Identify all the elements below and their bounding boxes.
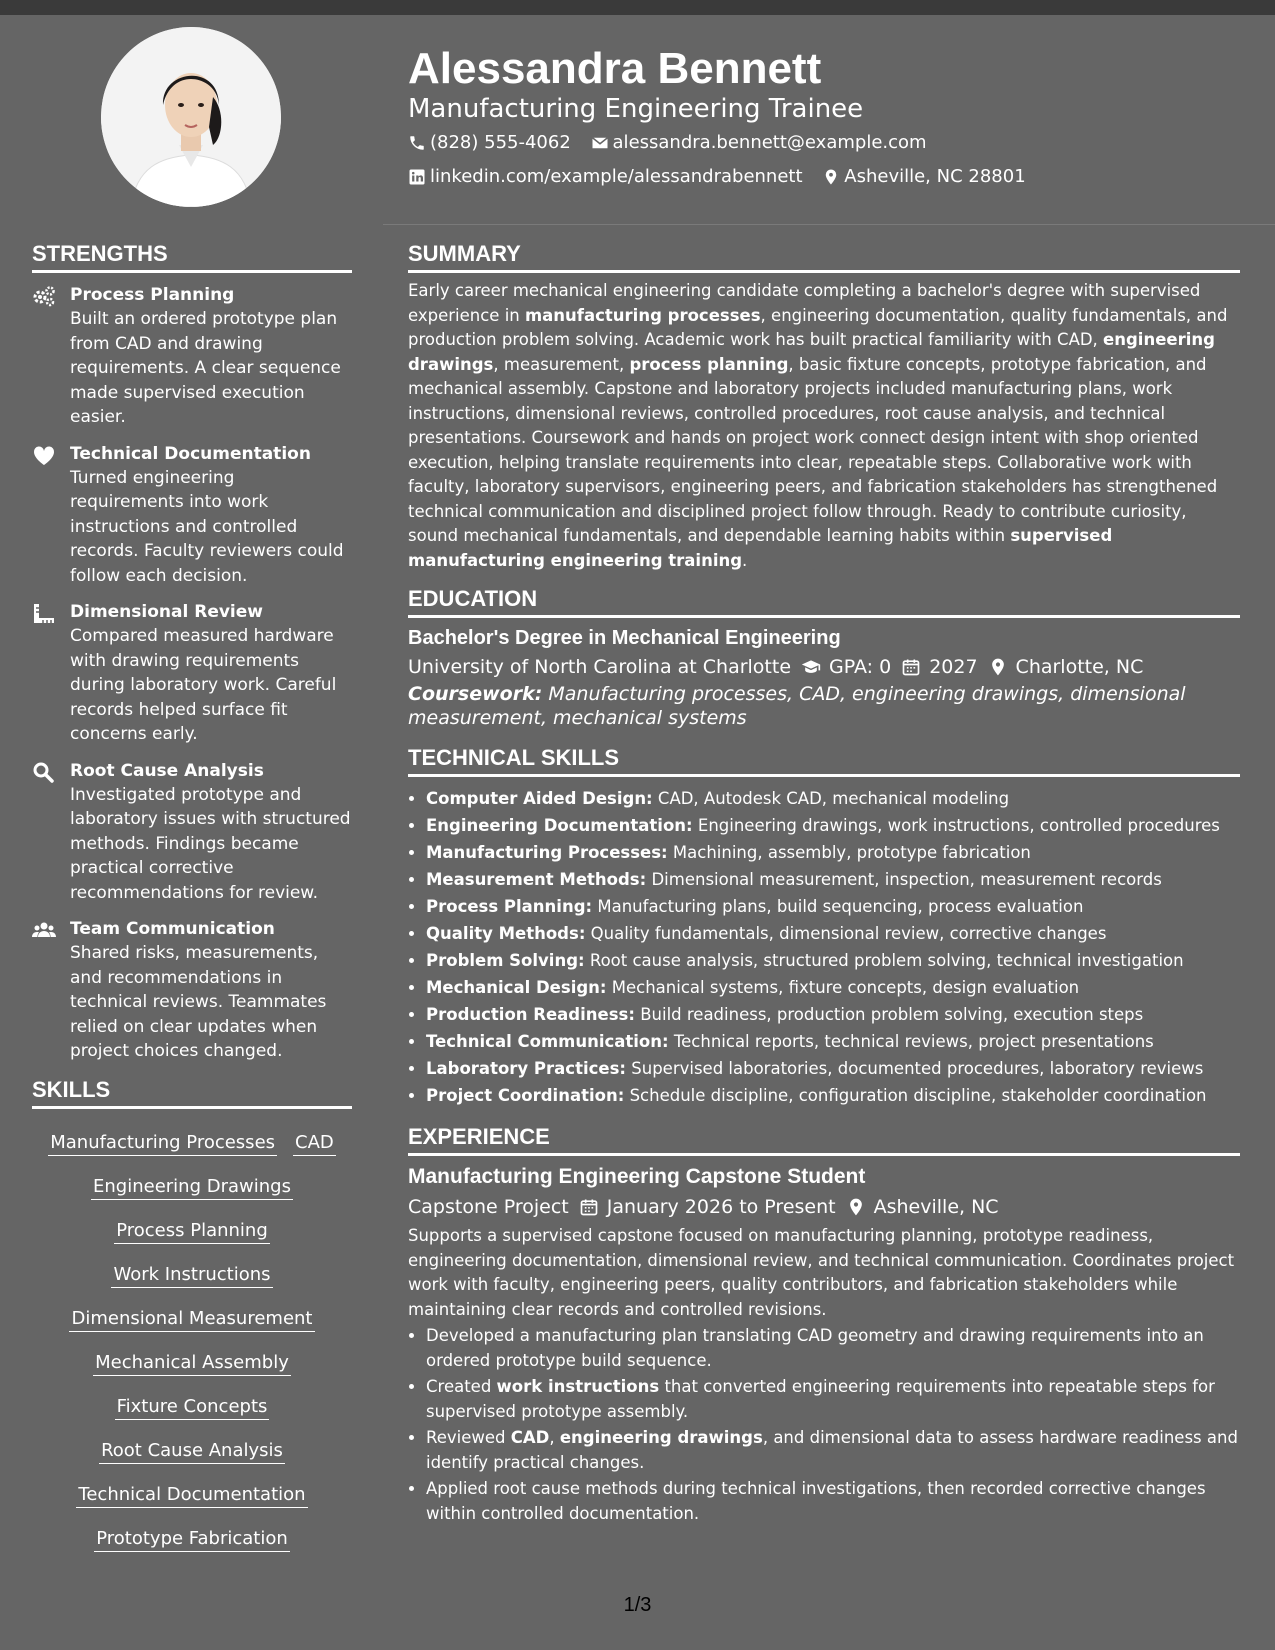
- skill-category: Process Planning:: [426, 897, 593, 916]
- technical-skill-item: [426, 893, 1240, 920]
- technical-skill-item: [426, 1082, 1240, 1109]
- linkedin-contact[interactable]: [408, 166, 803, 188]
- portrait-image: [101, 27, 281, 207]
- coursework-text: Manufacturing processes, CAD, engineering drawings, dimensional measurement, mechanical systems: [408, 683, 1186, 729]
- gears-icon: [32, 285, 56, 307]
- bold-text: engineering drawings: [408, 330, 1215, 374]
- bold-text: supervised manufacturing engineering training: [408, 526, 1113, 570]
- experience-org: Capstone Project: [408, 1196, 569, 1218]
- skill-tag: Root Cause Analysis: [99, 1439, 285, 1464]
- year-item: [901, 652, 977, 682]
- skill-values: Machining, assembly, prototype fabrication: [672, 843, 1031, 862]
- technical-skill-item: [426, 1028, 1240, 1055]
- gpa-value: GPA: 0: [829, 656, 892, 678]
- heart-icon: [32, 444, 56, 466]
- coursework: [408, 682, 1240, 730]
- technical-skill-item: [426, 920, 1240, 947]
- resume-header: [408, 40, 1248, 192]
- technical-skill-item: [426, 839, 1240, 866]
- text-run: , engineering documentation, quality fundamentals, and production problem solving. Academic work has built practical familiarity with CAD,: [408, 305, 1228, 349]
- job-title: Manufacturing Engineering Trainee: [408, 94, 864, 124]
- strengths-list: [32, 283, 352, 1064]
- bold-text: manufacturing processes: [524, 305, 761, 325]
- phone-icon: [408, 134, 426, 152]
- text-run: Reviewed: [426, 1428, 511, 1447]
- text-run: , basic fixture concepts, prototype fabrication, and mechanical assembly. Capstone and laboratory projects included manufacturing plans, work instructions, dimensional reviews, controlled procedures, root cause analysis, and technical presentations. Coursework and hands on project work connect design intent with shop oriented execution, helping translate requirements into clear, repeatable steps. Collaborative work with faculty, laboratory supervisors, engineering peers, and fabrication stakeholders has strengthened technical communication and disciplined project follow through. Ready to contribute curiosity, sound mechanical fundamentals, and dependable learning habits within: [408, 354, 1218, 545]
- text-run: Created: [426, 1377, 497, 1396]
- technical-skill-item: [426, 1001, 1240, 1028]
- header-divider: [383, 224, 1275, 225]
- experience-description: Supports a supervised capstone focused on manufacturing planning, prototype readiness, engineering documentation, dimensional review, and technical communication. Coordinates project work with faculty, engineering peers, quality contributors, and fabrication stakeholders while maintaining clear records and controlled revisions.: [408, 1226, 1235, 1319]
- experience-meta: [408, 1192, 1240, 1222]
- summary-heading: SUMMARY: [408, 240, 1240, 273]
- skill-category: Quality Methods:: [426, 924, 586, 943]
- strength-title: Process Planning: [70, 285, 235, 305]
- skill-values: Engineering drawings, work instructions, controlled procedures: [697, 816, 1220, 835]
- strength-item: [32, 917, 352, 1064]
- gpa-item: [801, 652, 891, 682]
- strength-title: Dimensional Review: [70, 602, 263, 622]
- phone-contact[interactable]: [408, 132, 571, 154]
- skill-category: Measurement Methods:: [426, 870, 647, 889]
- school-location: Charlotte, NC: [1015, 656, 1144, 678]
- strength-title: Team Communication: [70, 919, 275, 939]
- skill-category: Technical Communication:: [426, 1032, 669, 1051]
- contact-row-1: [408, 132, 1248, 158]
- strength-description: Investigated prototype and laboratory issues with structured methods. Findings became practical corrective recommendations for review.: [70, 784, 351, 903]
- skill-category: Computer Aided Design:: [426, 789, 653, 808]
- technical-skill-item: [426, 974, 1240, 1001]
- calendar-icon: [901, 657, 921, 677]
- map-pin-icon: [822, 168, 840, 186]
- main-column: [408, 240, 1240, 1528]
- phone-number: (828) 555-4062: [430, 132, 571, 153]
- strength-item: [32, 283, 352, 430]
- search-icon: [32, 761, 56, 783]
- summary-text: [408, 279, 1240, 573]
- skill-tag-row: [32, 1517, 352, 1561]
- skill-category: Problem Solving:: [426, 951, 585, 970]
- skill-values: Manufacturing plans, build sequencing, process evaluation: [597, 897, 1084, 916]
- bold-text: work instructions: [496, 1377, 660, 1396]
- skill-tag-row: [32, 1341, 352, 1385]
- ruler-icon: [32, 602, 56, 624]
- skill-values: Technical reports, technical reviews, project presentations: [673, 1032, 1154, 1051]
- skill-tag-row: [32, 1473, 352, 1517]
- text-run: , and dimensional data to assess hardware readiness and identify practical changes.: [426, 1428, 1238, 1472]
- degree-title: Bachelor's Degree in Mechanical Engineering: [408, 627, 841, 649]
- experience-bullet: [426, 1375, 1240, 1424]
- skill-values: Quality fundamentals, dimensional review, corrective changes: [590, 924, 1107, 943]
- bold-text: process planning: [629, 354, 789, 374]
- page-number: 1/3: [623, 1594, 652, 1616]
- skill-tag-row: [32, 1385, 352, 1429]
- bold-text: engineering drawings: [559, 1428, 763, 1447]
- experience-title: Manufacturing Engineering Capstone Student: [408, 1165, 866, 1188]
- technical-skill-item: [426, 866, 1240, 893]
- envelope-icon: [591, 134, 609, 152]
- sidebar: [32, 240, 352, 1561]
- experience-location-item: [846, 1192, 999, 1222]
- skill-tag: Mechanical Assembly: [93, 1351, 291, 1376]
- technical-skills-heading: TECHNICAL SKILLS: [408, 744, 1240, 777]
- school-name: University of North Carolina at Charlotte: [408, 656, 792, 678]
- skill-values: Mechanical systems, fixture concepts, design evaluation: [611, 978, 1080, 997]
- skill-category: Laboratory Practices:: [426, 1059, 627, 1078]
- candidate-name: Alessandra Bennett: [408, 44, 822, 93]
- skill-tag: Work Instructions: [111, 1263, 272, 1288]
- skills-heading: SKILLS: [32, 1076, 352, 1109]
- technical-skill-item: [426, 785, 1240, 812]
- skill-category: Mechanical Design:: [426, 978, 607, 997]
- strength-description: Built an ordered prototype plan from CAD and drawing requirements. A clear sequence made supervised execution easier.: [70, 309, 341, 427]
- skill-tag: Technical Documentation: [76, 1483, 307, 1508]
- skill-values: Build readiness, production problem solving, execution steps: [640, 1005, 1144, 1024]
- profile-photo: [101, 27, 281, 207]
- linkedin-url: linkedin.com/example/alessandrabennett: [430, 166, 803, 187]
- text-run: Early career mechanical engineering candidate completing a bachelor's degree with supervised experience in: [408, 281, 1201, 325]
- experience-bullet: [426, 1426, 1240, 1475]
- contact-row-2: [408, 166, 1248, 192]
- strength-title: Root Cause Analysis: [70, 760, 264, 781]
- skill-category: Production Readiness:: [426, 1005, 635, 1024]
- strength-item: [32, 442, 352, 589]
- skill-category: Project Coordination:: [426, 1086, 625, 1105]
- experience-location: Asheville, NC: [873, 1196, 999, 1218]
- skill-category: Manufacturing Processes:: [426, 843, 668, 862]
- map-pin-icon: [846, 1197, 866, 1217]
- skill-tag: Manufacturing Processes: [48, 1131, 277, 1156]
- top-bar: [0, 0, 1275, 15]
- technical-skills-list: [408, 785, 1240, 1109]
- text-run: Developed a manufacturing plan translating CAD geometry and drawing requirements into an ordered prototype build sequence.: [426, 1326, 1204, 1370]
- strength-description: Turned engineering requirements into work instructions and controlled records. Faculty reviewers could follow each decision.: [70, 467, 344, 586]
- map-pin-icon: [988, 657, 1008, 677]
- strength-item: [32, 759, 352, 906]
- text-run: that converted engineering requirements into repeatable steps for supervised prototype assembly.: [426, 1377, 1215, 1421]
- skill-values: CAD, Autodesk CAD, mechanical modeling: [657, 789, 1010, 808]
- skill-tag-row: [32, 1209, 352, 1253]
- email-address: alessandra.bennett@example.com: [612, 132, 927, 153]
- calendar-icon: [579, 1197, 599, 1217]
- strength-item: [32, 600, 352, 747]
- text-run: .: [742, 550, 748, 570]
- skill-tag: Dimensional Measurement: [69, 1307, 314, 1332]
- email-contact[interactable]: [591, 132, 927, 154]
- skill-tag: Engineering Drawings: [91, 1175, 293, 1200]
- strength-description: Shared risks, measurements, and recommendations in technical reviews. Teammates relied on clear updates when project choices changed.: [70, 943, 327, 1061]
- skill-values: Root cause analysis, structured problem solving, technical investigation: [589, 951, 1184, 970]
- education-meta: [408, 652, 1240, 682]
- linkedin-icon: [408, 168, 426, 186]
- technical-skill-item: [426, 947, 1240, 974]
- skill-tag-row: [32, 1253, 352, 1297]
- graduation-year: 2027: [929, 656, 978, 678]
- skill-values: Dimensional measurement, inspection, measurement records: [651, 870, 1162, 889]
- education-heading: EDUCATION: [408, 585, 1240, 618]
- bold-text: CAD: [510, 1428, 550, 1447]
- coursework-label: Coursework:: [408, 683, 543, 705]
- skill-tag-row: [32, 1297, 352, 1341]
- strength-description: Compared measured hardware with drawing requirements during laboratory work. Careful records helped surface fit concerns early.: [70, 626, 337, 744]
- skill-category: Engineering Documentation:: [426, 816, 693, 835]
- skill-tag-row: [32, 1165, 352, 1209]
- experience-heading: EXPERIENCE: [408, 1123, 1240, 1156]
- text-run: Applied root cause methods during technical investigations, then recorded corrective changes within controlled documentation.: [426, 1479, 1206, 1523]
- graduation-cap-icon: [801, 657, 821, 677]
- skill-tag: Prototype Fabrication: [94, 1527, 290, 1552]
- skill-tag: Fixture Concepts: [115, 1395, 270, 1420]
- skill-tag: CAD: [293, 1131, 336, 1156]
- strengths-heading: STRENGTHS: [32, 240, 352, 273]
- skill-tag-row: [32, 1429, 352, 1473]
- text-run: , measurement,: [493, 354, 630, 374]
- technical-skill-item: [426, 1055, 1240, 1082]
- experience-bullet: [426, 1477, 1240, 1526]
- location-text: Asheville, NC 28801: [844, 166, 1026, 187]
- strength-title: Technical Documentation: [70, 443, 311, 464]
- edu-location-item: [988, 652, 1144, 682]
- experience-dates: January 2026 to Present: [606, 1196, 836, 1218]
- experience-bullets: [408, 1324, 1240, 1526]
- skill-values: Schedule discipline, configuration discipline, stakeholder coordination: [629, 1086, 1207, 1105]
- skills-tag-list: [32, 1121, 352, 1561]
- users-icon: [32, 919, 56, 941]
- location-contact: [822, 166, 1025, 188]
- text-run: ,: [549, 1428, 560, 1447]
- skill-tag-row: [32, 1121, 352, 1165]
- technical-skill-item: [426, 812, 1240, 839]
- experience-bullet: [426, 1324, 1240, 1373]
- experience-dates-item: [579, 1192, 836, 1222]
- skill-tag: Process Planning: [114, 1219, 270, 1244]
- skill-values: Supervised laboratories, documented procedures, laboratory reviews: [631, 1059, 1204, 1078]
